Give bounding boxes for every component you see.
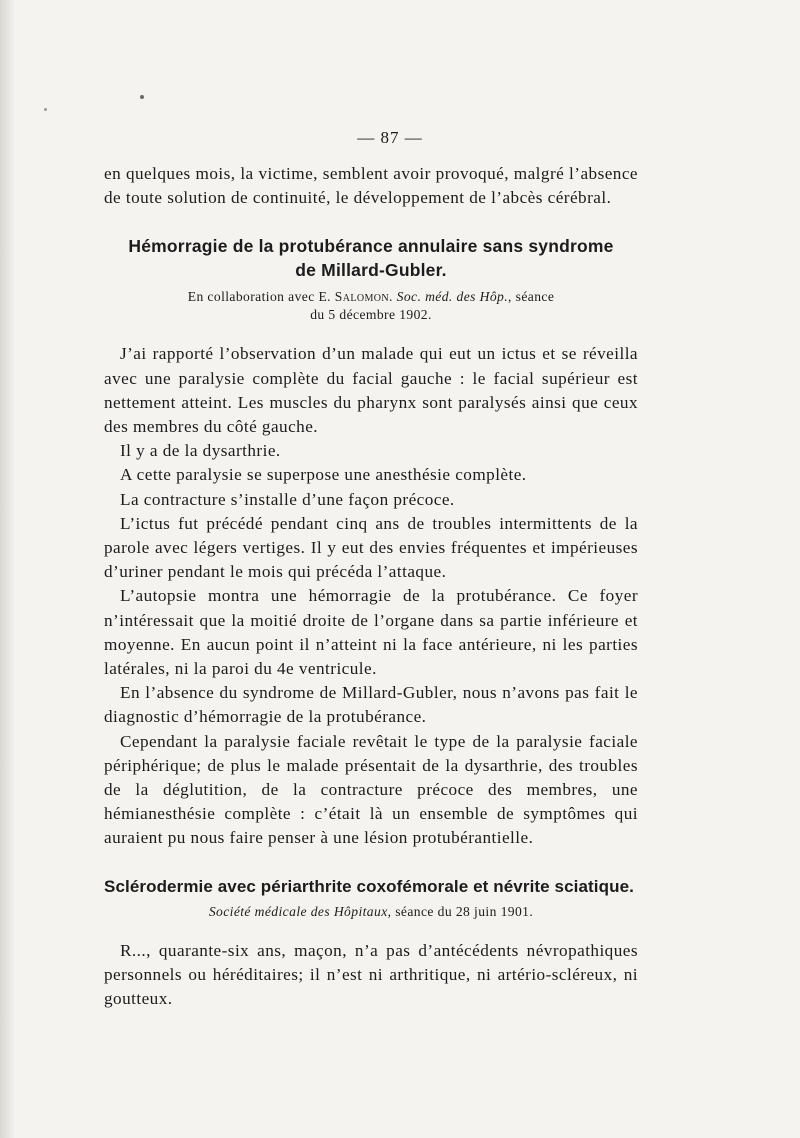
ref-author: Salomon xyxy=(334,289,390,305)
continuation-paragraph: en quelques mois, la victime, semblent avoir provoqué, malgré l’absence de toute solution de continuité, le développement de l’abcès cérébral. xyxy=(104,164,638,208)
paragraph: J’ai rapporté l’observation d’un malade qui eut un ictus et se réveilla avec une paralysie complète du facial gauche : le facial supérieur est nettement atteint. Les muscles du pharynx sont paralysés ainsi que ceux des membres du côté gauche. xyxy=(104,344,638,437)
paragraph: R..., quarante-six ans, maçon, n’a pas d’antécédents névropathiques personnels ou héréditaires; il n’est ni arthritique, ni artério-scléreux, ni goutteux. xyxy=(104,940,638,1009)
paragraph: En l’absence du syndrome de Millard-Gubler, nous n’avons pas fait le diagnostic d’hémorragie de la protubérance. xyxy=(104,683,638,727)
paragraph: La contracture s’installe d’une façon précoce. xyxy=(120,489,455,509)
ref-suffix: , séance xyxy=(508,289,555,305)
scan-speck xyxy=(44,108,47,111)
ref-prefix: En collaboration avec E. xyxy=(187,289,331,305)
ref-date: du 5 décembre 1902. xyxy=(310,307,432,323)
scan-speck xyxy=(140,95,144,99)
ref-separator: . xyxy=(389,289,393,305)
paragraph: L’ictus fut précédé pendant cinq ans de troubles intermittents de la parole avec légers vertiges. Il y eut des envies fréquentes et impérieuses d’uriner pendant le mois qui précéda l’attaque. xyxy=(104,513,638,582)
paragraph: Cependant la paralysie faciale revêtait le type de la paralysie faciale périphérique; de plus le malade présentait de la dysarthrie, des troubles de la déglutition, de la contracture précoce des membres, une hémianesthésie complète : c’était là un ensemble de symptômes qui auraient pu nous faire penser à une lésion protubérantielle. xyxy=(104,731,638,848)
section-title-line-2: de Millard-Gubler. xyxy=(295,260,447,281)
paragraph: Il y a de la dysarthrie. xyxy=(120,441,281,461)
paragraph: L’autopsie montra une hémorragie de la protubérance. Ce foyer n’intéressait que la moitié droite de l’organe dans sa partie inférieure et moyenne. En aucun point il n’atteint ni la face antérieure, ni les parties latérales, ni la paroi du 4e ventricule. xyxy=(104,586,638,679)
page-body xyxy=(104,128,638,1011)
section-title-hemorragie xyxy=(104,234,638,282)
section-title-line-1: Hémorragie de la protubérance annulaire sans syndrome xyxy=(128,236,614,257)
ref2-journal: Société médicale des Hôpitaux xyxy=(208,903,388,919)
scan-edge xyxy=(0,0,14,1138)
publication-reference xyxy=(104,288,638,324)
page-number: — 87 — xyxy=(357,128,423,147)
ref2-suffix: , séance du 28 juin 1901. xyxy=(387,903,534,919)
paragraph: A cette paralysie se superpose une anesthésie complète. xyxy=(120,465,527,485)
ref-journal: Soc. méd. des Hôp. xyxy=(396,289,509,305)
section-title-sclerodermie: Sclérodermie avec périarthrite coxofémorale et névrite sciatique. xyxy=(104,876,634,896)
publication-reference-2 xyxy=(104,903,638,921)
